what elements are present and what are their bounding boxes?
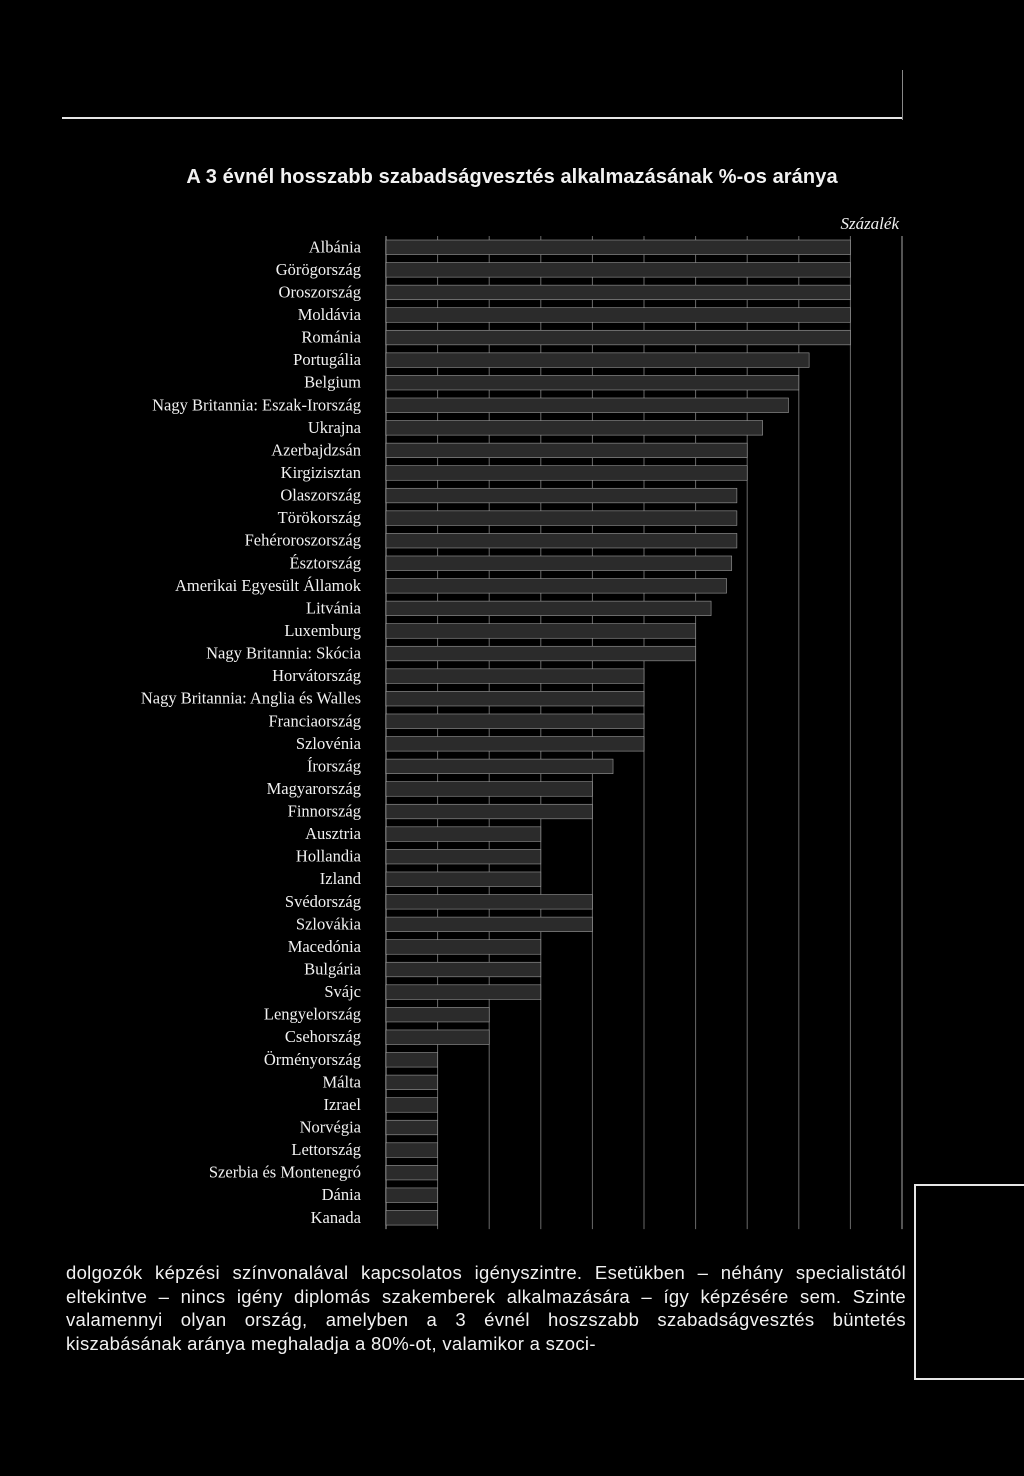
bar — [386, 375, 799, 390]
category-label: Észtország — [289, 553, 361, 573]
category-label: Lettország — [291, 1140, 361, 1160]
bar — [386, 714, 644, 729]
category-label: Azerbajdzsán — [271, 440, 361, 460]
bar — [386, 263, 850, 278]
bar — [386, 353, 809, 368]
bar — [386, 443, 747, 458]
category-label: Nagy Britannia: Eszak-Irország — [152, 395, 361, 415]
category-label: Örményország — [263, 1049, 361, 1069]
category-label: Bulgária — [304, 959, 361, 979]
category-label: Amerikai Egyesült Államok — [174, 575, 361, 595]
category-label: Portugália — [293, 350, 361, 370]
bar — [386, 308, 850, 323]
category-label: Moldávia — [297, 304, 361, 324]
bar — [386, 1030, 489, 1045]
category-label: Macedónia — [287, 936, 361, 956]
bar — [386, 1211, 438, 1226]
category-label: Albánia — [308, 237, 361, 257]
bar — [386, 556, 732, 571]
category-label: Lengyelország — [263, 1004, 361, 1024]
bar — [386, 533, 737, 548]
category-label: Magyarország — [266, 778, 361, 798]
bar — [386, 285, 850, 300]
category-label: Litvánia — [306, 598, 361, 618]
category-label: Szerbia és Montenegró — [208, 1162, 361, 1182]
bar — [386, 759, 613, 774]
unit-label: Százalék — [840, 214, 899, 233]
bar — [386, 827, 541, 842]
category-label: Ukrajna — [307, 417, 361, 437]
bar — [386, 601, 711, 616]
category-label: Írország — [306, 756, 361, 776]
bar — [386, 691, 644, 706]
chart-title: A 3 évnél hosszabb szabadságvesztés alkalmazásának %-os aránya — [186, 166, 838, 188]
bar — [386, 872, 541, 887]
paragraph-text: dolgozók képzési színvonalával kapcsolatos igényszintre. Esetükben – néhány specialistától eltekintve – nincs igény diplomás szakemberek alkalmazására – így képzésére sem. Szinte valamennyi olyan ország, amelyben a 3 évnél hoszszabb szabadságvesztés büntetés kiszabásának aránya meghaladja a 80%-ot, valamikor a szoci- — [66, 1262, 906, 1354]
category-label: Kirgizisztan — [280, 462, 361, 482]
bar — [386, 1075, 438, 1090]
category-label: Nagy Britannia: Skócia — [206, 643, 361, 663]
bar — [386, 488, 737, 503]
bar — [386, 1007, 489, 1022]
category-label: Luxemburg — [284, 620, 361, 640]
category-label: Finnország — [287, 801, 361, 821]
category-label: Fehéroroszország — [244, 530, 361, 550]
category-label: Belgium — [304, 372, 361, 392]
category-label: Szlovákia — [295, 914, 361, 934]
category-label: Hollandia — [295, 846, 361, 866]
bar — [386, 895, 592, 910]
category-label: Olaszország — [280, 485, 361, 505]
category-label: Norvégia — [299, 1117, 361, 1137]
category-label: Franciaország — [268, 711, 361, 731]
bar — [386, 421, 763, 436]
bar — [386, 1053, 438, 1068]
bar — [386, 1098, 438, 1113]
bar — [386, 940, 541, 955]
bar — [386, 849, 541, 864]
category-label: Szlovénia — [295, 733, 361, 753]
category-label: Svédország — [284, 891, 361, 911]
corner-box — [914, 1184, 1024, 1380]
bars — [386, 240, 850, 1225]
bar — [386, 330, 850, 345]
bar — [386, 669, 644, 684]
category-label: Kanada — [310, 1207, 361, 1227]
category-label: Svájc — [324, 982, 361, 1002]
bar — [386, 985, 541, 1000]
bar — [386, 398, 788, 413]
category-label: Dánia — [321, 1185, 361, 1205]
category-label: Izland — [319, 869, 361, 889]
bar — [386, 646, 696, 661]
bar — [386, 579, 727, 594]
bar — [386, 1120, 438, 1135]
bar — [386, 804, 592, 819]
bar — [386, 962, 541, 977]
category-label: Oroszország — [278, 282, 361, 302]
bar — [386, 737, 644, 752]
category-label: Románia — [301, 327, 361, 347]
bar — [386, 1188, 438, 1203]
category-label: Nagy Britannia: Anglia és Walles — [140, 688, 361, 708]
bar — [386, 624, 696, 639]
category-label: Ausztria — [305, 824, 361, 844]
category-labels — [141, 237, 362, 1227]
category-label: Horvátország — [272, 666, 361, 686]
bar — [386, 782, 592, 797]
body-paragraph — [66, 1261, 906, 1355]
category-label: Málta — [322, 1072, 361, 1092]
bar — [386, 240, 850, 255]
category-label: Izrael — [323, 1094, 361, 1114]
category-label: Törökország — [277, 508, 361, 528]
bar — [386, 1165, 438, 1180]
bar — [386, 466, 747, 481]
category-label: Görögország — [275, 259, 361, 279]
bar — [386, 917, 592, 932]
bar — [386, 1143, 438, 1158]
bar — [386, 511, 737, 526]
category-label: Csehország — [284, 1027, 361, 1047]
